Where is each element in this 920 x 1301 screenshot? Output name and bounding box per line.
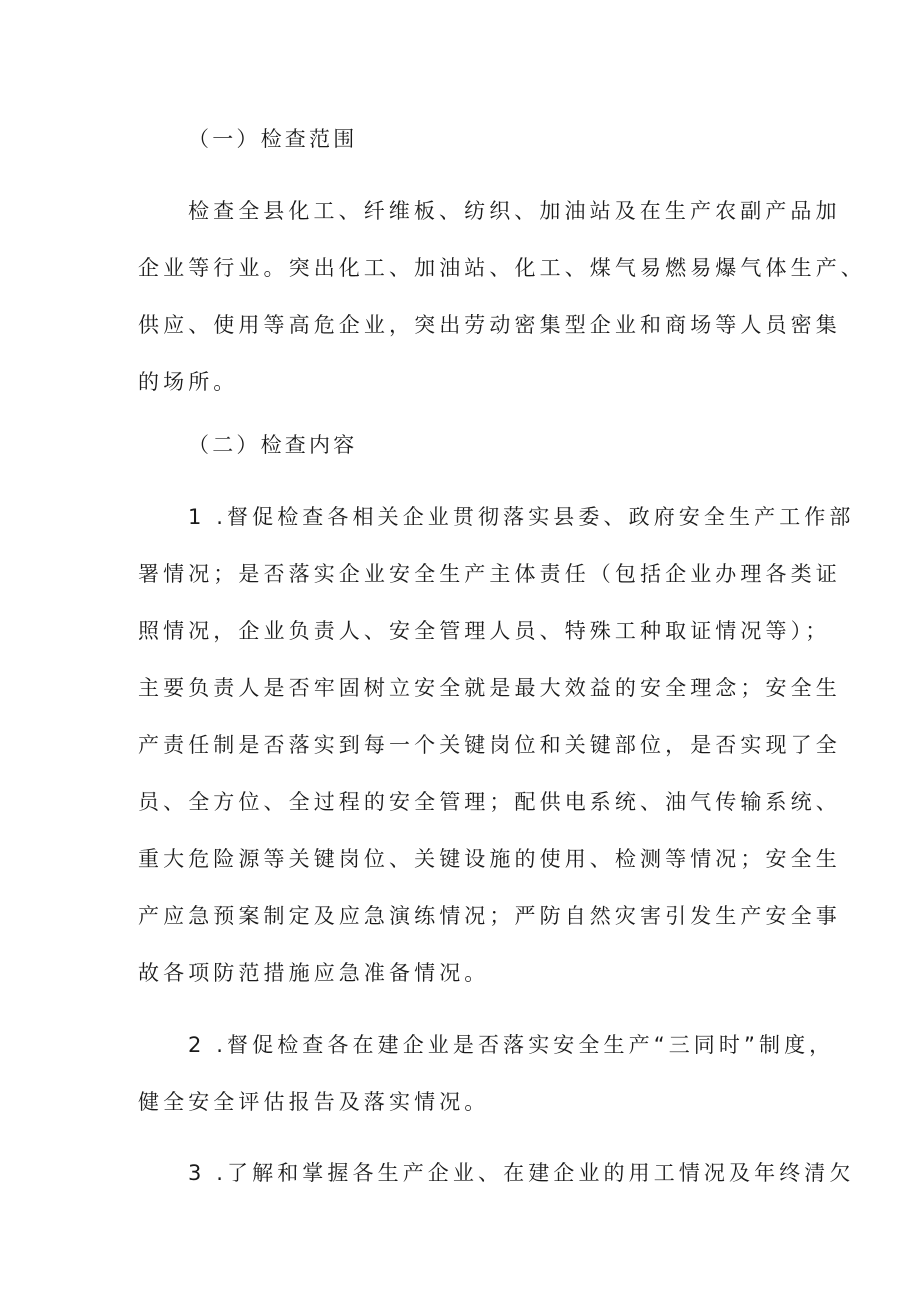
item1-line-2: 署情况；是否落实企业安全生产主体责任（包括企业办理各类证 (138, 562, 841, 586)
item2-line-2: 健全安全评估报告及落实情况。 (138, 1090, 490, 1114)
item1-line-8: 产应急预案制定及应急演练情况；严防自然灾害引发生产安全事 (138, 904, 841, 928)
item1-line-6: 员、全方位、全过程的安全管理；配供电系统、油气传输系统、 (138, 790, 841, 814)
scope-paragraph-line-3: 供应、使用等高危企业，突出劳动密集型企业和商场等人员密集 (138, 313, 841, 337)
item1-line-5: 产责任制是否落实到每一个关键岗位和关键部位，是否实现了全 (138, 733, 841, 757)
section-heading-scope: （一）检查范围 (188, 127, 358, 151)
item1-line-3: 照情况，企业负责人、安全管理人员、特殊工种取证情况等）； (138, 619, 831, 643)
item1-line-7: 重大危险源等关键岗位、关键设施的使用、检测等情况；安全生 (138, 847, 841, 871)
item2-line-1: 2 .督促检查各在建企业是否落实安全生产“三同时”制度， (188, 1033, 835, 1057)
scope-paragraph-line-4: 的场所。 (138, 370, 239, 394)
section-heading-content: （二）检查内容 (188, 433, 358, 457)
item1-line-4: 主要负责人是否牢固树立安全就是最大效益的安全理念；安全生 (138, 676, 841, 700)
scope-paragraph-line-1: 检查全县化工、纤维板、纺织、加油站及在生产农副产品加 (188, 199, 841, 223)
item1-line-1: 1 .督促检查各相关企业贯彻落实县委、政府安全生产工作部 (188, 505, 855, 529)
item1-line-9: 故各项防范措施应急准备情况。 (138, 961, 490, 985)
item3-line-1: 3 .了解和掌握各生产企业、在建企业的用工情况及年终清欠 (188, 1161, 855, 1185)
scope-paragraph-line-2: 企业等行业。突出化工、加油站、化工、煤气易燃易爆气体生产、 (138, 256, 866, 280)
